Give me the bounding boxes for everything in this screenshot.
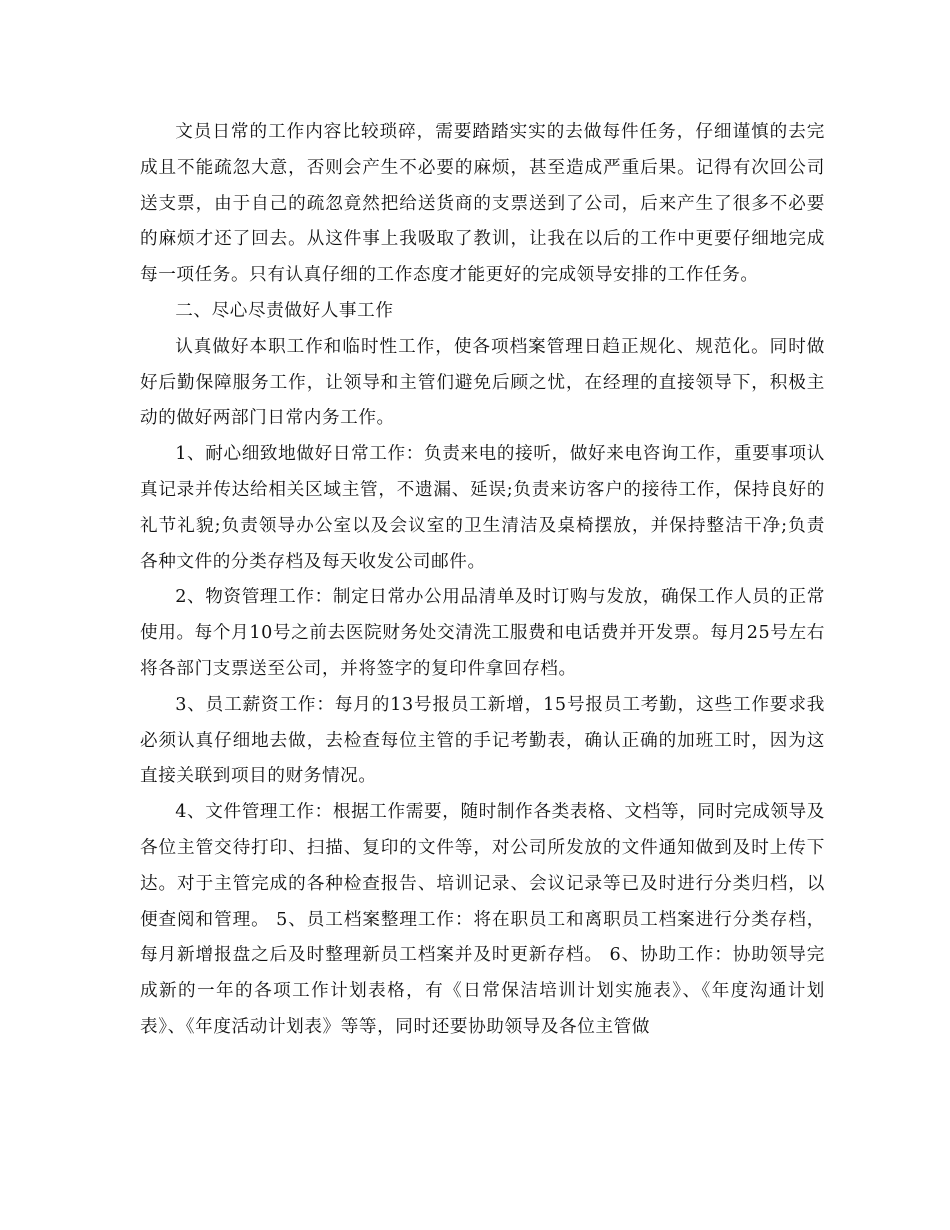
- paragraph-payroll-work: 3、员工薪资工作：每月的13号报员工新增，15号报员工考勤，这些工作要求我必须认真仔细地去做，去检查每位主管的手记考勤表，确认正确的加班工时，因为这直接关联到项目的财务情况。: [140, 694, 825, 787]
- paragraph-file-management: 4、文件管理工作：根据工作需要，随时制作各类表格、文档等，同时完成领导及各位主管交待打印、扫描、复印的文件等，对公司所发放的文件通知做到及时上传下达。对于主管完成的各种检查报告、培训记录、会议记录等已及时进行分类归档，以便查阅和管理。 5、员工档案整理工作：将在职员工和离职员工档案进行分类存档，每月新增报盘之后及时整理新员工档案并及时更新存档。 6、协助工作：协助领导完成新的一年的各项工作计划表格，有《日常保洁培训计划实施表》、《年度沟通计划表》、《年度活动计划表》等等，同时还要协助领导及各位主管做: [140, 802, 825, 1037]
- paragraph-hr-overview: 认真做好本职工作和临时性工作，使各项档案管理日趋正规化、规范化。同时做好后勤保障服务工作，让领导和主管们避免后顾之忧，在经理的直接领导下，积极主动的做好两部门日常内务工作。: [140, 336, 825, 429]
- paragraph-care-in-work: 文员日常的工作内容比较琐碎，需要踏踏实实的去做每件任务，仔细谨慎的去完成且不能疏忽大意，否则会产生不必要的麻烦，甚至造成严重后果。记得有次回公司送支票，由于自己的疏忽竟然把给送货商的支票送到了公司，后来产生了很多不必要的麻烦才还了回去。从这件事上我吸取了教训，让我在以后的工作中更要仔细地完成每一项任务。只有认真仔细的工作态度才能更好的完成领导安排的工作任务。: [140, 122, 825, 286]
- paragraph-supplies-management: 2、物资管理工作：制定日常办公用品清单及时订购与发放，确保工作人员的正常使用。每个月10号之前去医院财务处交清洗工服费和电话费并开发票。每月25号左右将各部门支票送至公司，并将签字的复印件拿回存档。: [140, 587, 825, 679]
- paragraph-daily-work: 1、耐心细致地做好日常工作：负责来电的接听，做好来电咨询工作，重要事项认真记录并传达给相关区域主管，不遗漏、延误;负责来访客户的接待工作，保持良好的礼节礼貌;负责领导办公室以及会议室的卫生清洁及桌椅摆放，并保持整洁干净;负责各种文件的分类存档及每天收发公司邮件。: [140, 444, 825, 572]
- document-body: [140, 115, 825, 1046]
- section-heading-hr-work: 二、尽心尽责做好人事工作: [175, 300, 394, 321]
